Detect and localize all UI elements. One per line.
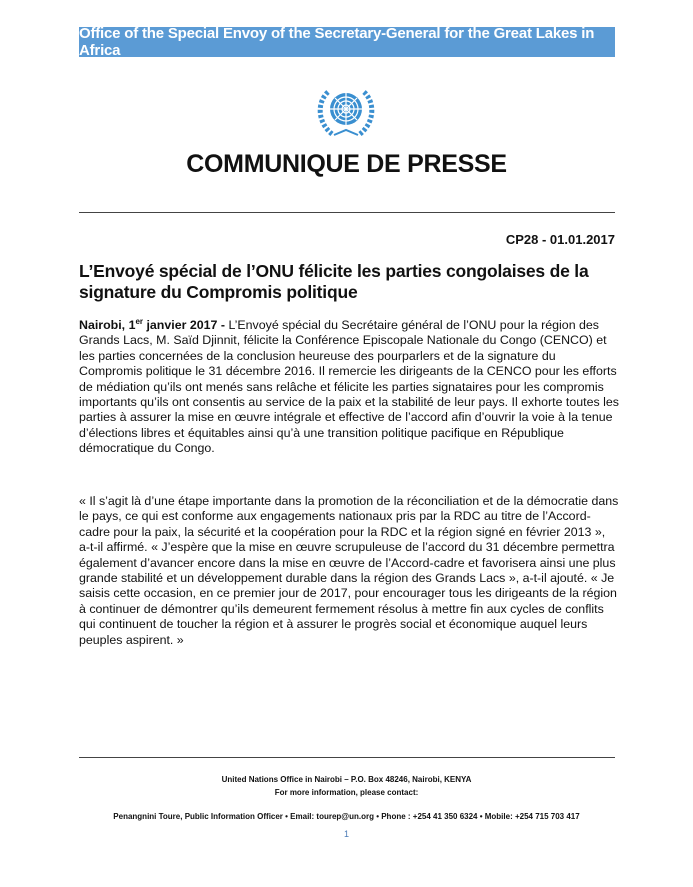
dateline	[79, 318, 225, 332]
reference-number: CP28 - 01.01.2017	[505, 232, 615, 247]
page-title: COMMUNIQUE DE PRESSE	[186, 150, 507, 178]
header-banner: Office of the Special Envoy of the Secretary-General for the Great Lakes in Africa	[79, 27, 615, 57]
press-headline: L’Envoyé spécial de l’ONU félicite les parties congolaises de la signature du Compromis politique	[79, 261, 589, 302]
paragraph-1-text: L’Envoyé spécial du Secrétaire général de l’ONU pour la région des Grands Lacs, M. Saïd Djinnit, félicite la Conférence Episcopale Nationale du Congo (CENCO) et les parties concernées de la conclusion heureuse des pourparlers et de la signature du Compromis politique le 31 décembre 2016. Il remercie les dirigeants de la CENCO pour les efforts de médiation qu’ils ont menés sans relâche et félicite les parties signataires pour les compromis importants qu’ils ont consentis au service de la paix et la stabilité de leur pays. Il exhorte toutes les parties à assurer la mise en œuvre intégrale et effective de l’accord afin d’ouvrir la voie à la tenue d’élections libres et équitables ainsi qu’à une transition politique pacifique en République démocratique du Congo.	[79, 318, 619, 456]
un-emblem-icon	[314, 82, 378, 140]
footer-more-info: For more information, please contact:	[274, 788, 419, 797]
body-paragraph-1	[79, 318, 619, 457]
top-divider	[79, 212, 615, 213]
footer-divider	[79, 757, 615, 758]
dateline-ordinal: er	[135, 316, 144, 326]
dateline-rest: janvier 2017 -	[143, 318, 225, 332]
dateline-city: Nairobi, 1	[79, 318, 136, 332]
footer-contact: Penangnini Toure, Public Information Officer • Email: tourep@un.org • Phone : +254 41 350 6324 • Mobile: +254 715 703 417	[113, 812, 580, 821]
page-number: 1	[343, 829, 349, 839]
footer-address: United Nations Office in Nairobi – P.O. Box 48246, Nairobi, KENYA	[221, 775, 472, 784]
body-paragraph-2: « Il s’agit là d’une étape importante dans la promotion de la réconciliation et de la démocratie dans le pays, ce qui est conforme aux engagements nationaux pris par la RDC au titre de l’Accord-cadre pour la paix, la sécurité et la coopération pour la RDC et la région signé en février 2013 », a-t-il affirmé. « J’espère que la mise en œuvre scrupuleuse de l’accord du 31 décembre permettra également d’avancer encore dans la mise en œuvre de l’Accord-cadre et favorisera ainsi une plus grande stabilité et un développement durable dans la région des Grands Lacs », a-t-il ajouté. « Je saisis cette occasion, en ce premier jour de 2017, pour encourager tous les dirigeants de la région à continuer de démontrer qu’ils demeurent fermement résolus à mettre fin aux cycles de conflits qui continuent de toucher la région et à assurer le progrès social et économique auquel leurs peuples aspirent. »	[79, 494, 619, 647]
